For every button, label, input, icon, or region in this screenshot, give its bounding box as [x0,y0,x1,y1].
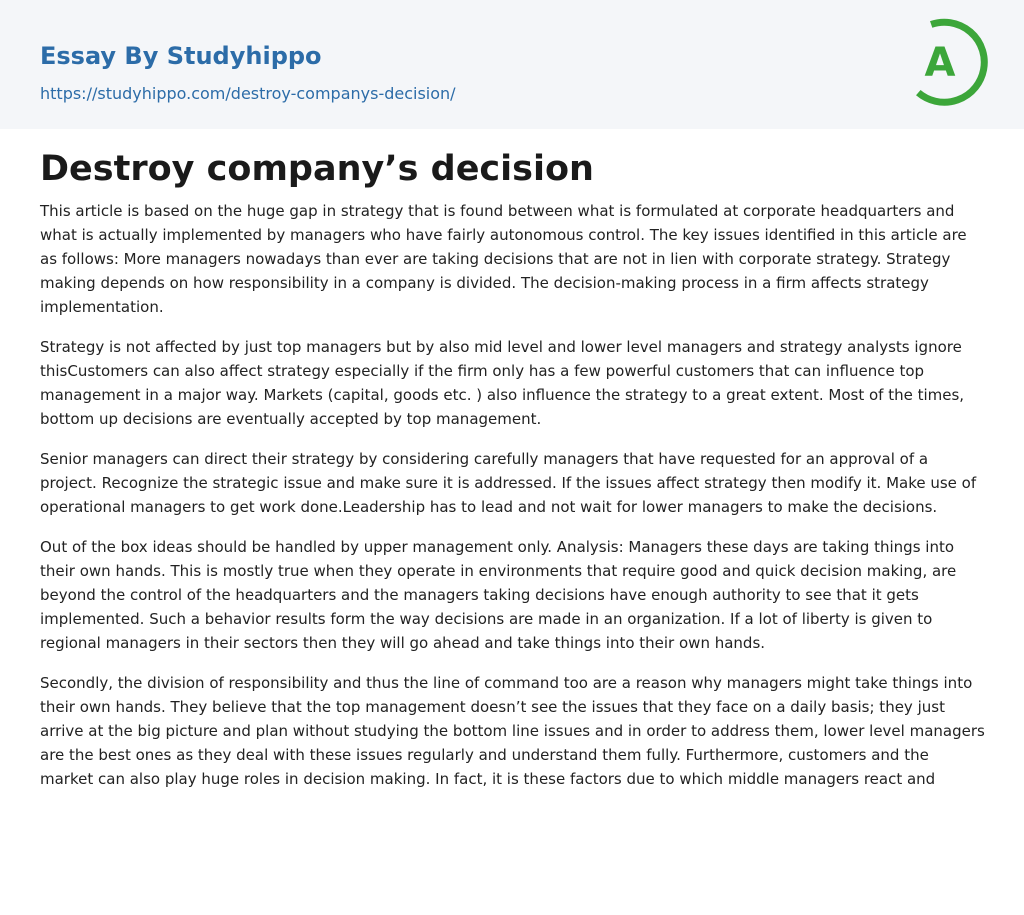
site-header [0,0,1024,129]
article-content [40,145,985,807]
article-paragraph: Secondly, the division of responsibility and thus the line of command too are a reason why managers might take things into their own hands. They believe that the top management doesn’t see the issues that they face on a daily basis; they just arrive at the big picture and plan without studying the bottom line issues and in order to address them, lower level managers are the best ones as they deal with these issues regularly and understand them fully. Furthermore, customers and the market can also play huge roles in decision making. In fact, it is these factors due to which middle managers react and [40,674,985,788]
article-url-link[interactable]: https://studyhippo.com/destroy-companys-decision/ [40,84,456,103]
logo-letter: A [924,40,956,86]
page-title: Destroy company’s decision [40,149,594,189]
article-paragraph: Senior managers can direct their strategy by considering carefully managers that have requested for an approval of a project. Recognize the strategic issue and make sure it is addressed. If the issues affect strategy then modify it. Make use of operational managers to get work done.Leadership has to lead and not wait for lower managers to make the decisions. [40,450,977,516]
article-paragraph: Out of the box ideas should be handled by upper management only. Analysis: Managers these days are taking things into their own hands. This is mostly true when they operate in environments that require good and quick decision making, are beyond the control of the headquarters and the managers taking decisions have enough authority to see that it gets implemented. Such a behavior results form the way decisions are made in an organization. If a lot of liberty is given to regional managers in their sectors then they will go ahead and take things into their own hands. [40,538,957,652]
article-paragraph: Strategy is not affected by just top managers but by also mid level and lower level managers and strategy analysts ignore thisCustomers can also affect strategy especially if the firm only has a few powerful customers that can influence top management in a major way. Markets (capital, goods etc. ) also influence the strategy to a great extent. Most of the times, bottom up decisions are eventually accepted by top management. [40,338,965,428]
studyhippo-a-logo-icon[interactable] [900,18,988,106]
article-paragraph: This article is based on the huge gap in strategy that is found between what is formulated at corporate headquarters and what is actually implemented by managers who have fairly autonomous control. The key issues identified in this article are as follows: More managers nowadays than ever are taking decisions that are not in lien with corporate strategy. Strategy making depends on how responsibility in a company is divided. The decision-making process in a firm affects strategy implementation. [40,202,967,316]
brand-title[interactable]: Essay By Studyhippo [40,42,322,70]
